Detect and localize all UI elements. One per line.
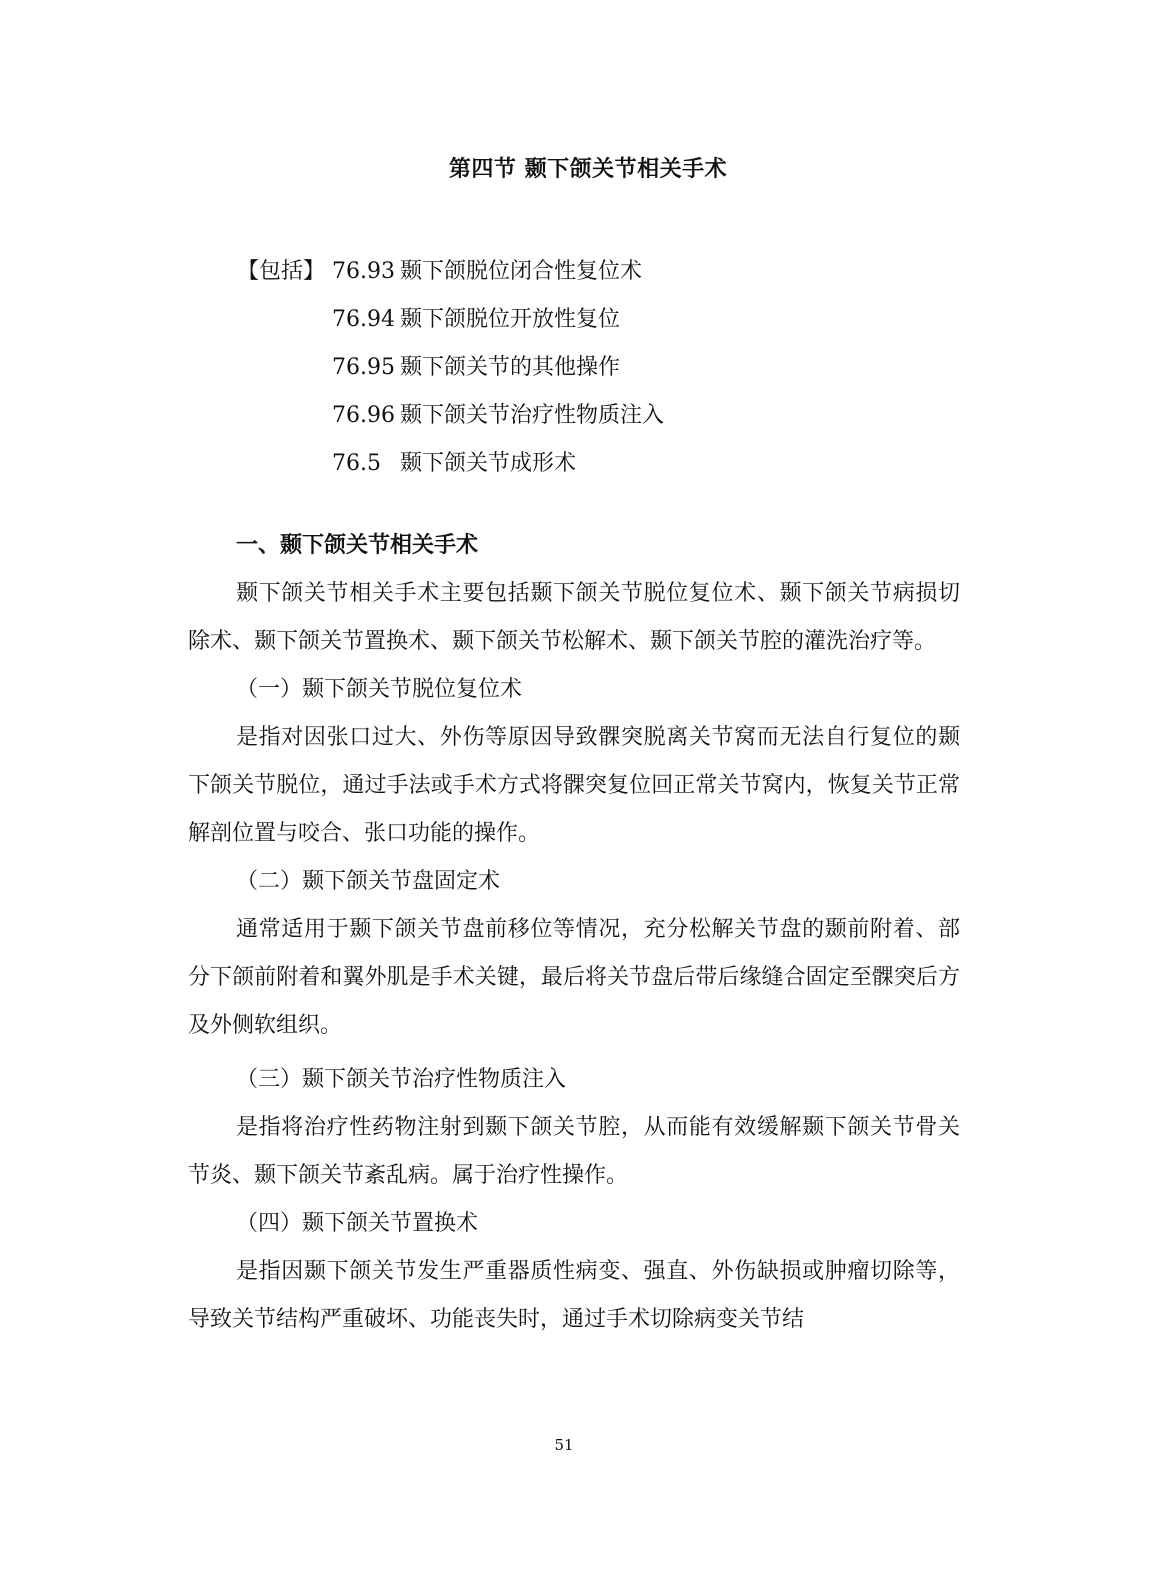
procedure-name: 颞下颌关节成形术 <box>400 451 577 476</box>
procedure-code: 76.93 <box>332 259 395 284</box>
subsection-heading: （三）颞下颌关节治疗性物质注入 <box>236 1067 567 1092</box>
subsection-body: 是指将治疗性药物注射到颞下颌关节腔，从而能有效缓解颞下颌关节骨关节炎、颞下颌关节紊乱病。属于治疗性操作。 <box>188 1115 960 1188</box>
includes-row <box>237 392 664 440</box>
includes-row <box>237 296 664 344</box>
procedure-name: 颞下颌脱位闭合性复位术 <box>400 259 643 284</box>
page-number: 51 <box>554 1436 574 1454</box>
includes-list <box>237 248 664 488</box>
subsection-body: 是指因颞下颌关节发生严重器质性病变、强直、外伤缺损或肿瘤切除等，导致关节结构严重破坏、功能丧失时，通过手术切除病变关节结 <box>188 1259 960 1332</box>
section-intro: 颞下颌关节相关手术主要包括颞下颌关节脱位复位术、颞下颌关节病损切除术、颞下颌关节置换术、颞下颌关节松解术、颞下颌关节腔的灌洗治疗等。 <box>188 581 960 654</box>
section-heading: 一、颞下颌关节相关手术 <box>236 533 479 558</box>
procedure-code: 76.94 <box>332 307 395 332</box>
section-body <box>188 522 960 1344</box>
includes-row <box>237 248 664 296</box>
section-title: 第四节 颞下颌关节相关手术 <box>448 157 728 182</box>
includes-row <box>237 440 664 488</box>
procedure-name: 颞下颌关节治疗性物质注入 <box>400 403 665 428</box>
includes-label: 【包括】 <box>237 259 326 284</box>
subsection-heading: （四）颞下颌关节置换术 <box>236 1211 479 1236</box>
procedure-code: 76.96 <box>332 403 395 428</box>
subsection-heading: （一）颞下颌关节脱位复位术 <box>236 677 523 702</box>
subsection-body: 通常适用于颞下颌关节盘前移位等情况，充分松解关节盘的颞前附着、部分下颌前附着和翼外肌是手术关键，最后将关节盘后带后缘缝合固定至髁突后方及外侧软组织。 <box>188 917 960 1038</box>
procedure-code: 76.95 <box>332 355 395 380</box>
subsection-body: 是指对因张口过大、外伤等原因导致髁突脱离关节窝而无法自行复位的颞下颌关节脱位，通过手法或手术方式将髁突复位回正常关节窝内，恢复关节正常解剖位置与咬合、张口功能的操作。 <box>188 725 960 846</box>
procedure-name: 颞下颌脱位开放性复位 <box>400 307 621 332</box>
procedure-name: 颞下颌关节的其他操作 <box>400 355 621 380</box>
procedure-code: 76.5 <box>332 451 381 476</box>
includes-row <box>237 344 664 392</box>
subsection-heading: （二）颞下颌关节盘固定术 <box>236 869 501 894</box>
